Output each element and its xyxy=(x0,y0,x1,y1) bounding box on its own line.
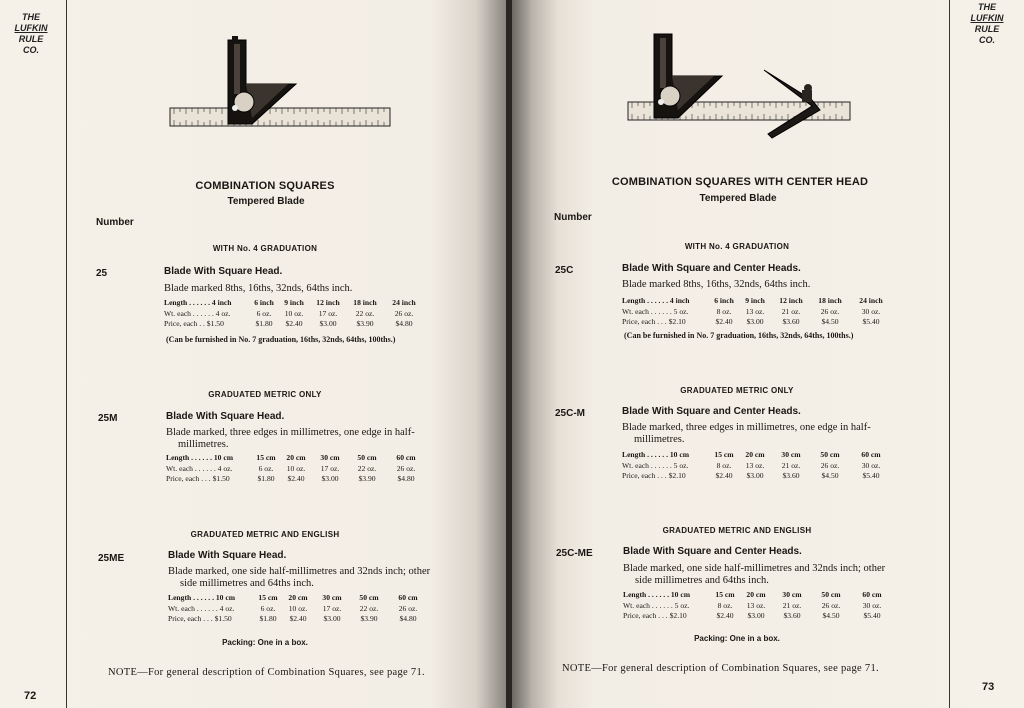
product-description: Blade marked, three edges in millimetres, one edge in half- xyxy=(166,427,415,438)
page-title: COMBINATION SQUARES WITH CENTER HEAD xyxy=(611,176,869,188)
catalog-number: 25ME xyxy=(98,553,125,564)
catalog-number: 25M xyxy=(98,413,118,424)
section-heading: GRADUATED METRIC AND ENGLISH xyxy=(662,526,812,535)
product-description-cont: millimetres. xyxy=(634,434,685,445)
product-description: Blade marked, three edges in millimetres, one edge in half- xyxy=(622,422,871,433)
spec-table: Length . . . . . . 4 inch 6 inch 9 inch 12 inch 18 inch 24 inch Wt. each . . . . . . 5 oz. 8 oz. 13 oz. 21 oz. 26 oz. 30 oz. Price, each . . . $2.10 $2.40 $3.00 $3.60 $4.50 $5.40 xyxy=(622,296,883,326)
packing-note: Packing: One in a box. xyxy=(694,634,780,643)
page-title: COMBINATION SQUARES xyxy=(195,180,335,192)
section-heading: GRADUATED METRIC AND ENGLISH xyxy=(190,530,340,539)
product-description: Blade marked, one side half-millimetres and 32nds inch; other xyxy=(168,566,431,577)
margin-rule xyxy=(949,0,950,708)
catalog-number: 25 xyxy=(96,268,108,279)
product-description: Blade marked, one side half-millimetres and 32nds inch; other xyxy=(623,563,886,574)
graduation-footnote: (Can be furnished in No. 7 graduation, 16ths, 32nds, 64ths, 100ths.) xyxy=(624,331,854,340)
combination-square-illustration xyxy=(168,34,394,132)
number-heading: Number xyxy=(554,212,592,223)
page-number: 73 xyxy=(982,681,995,693)
right-page xyxy=(512,0,1024,708)
page-number: 72 xyxy=(24,690,37,702)
product-name: Blade With Square Head. xyxy=(168,550,287,561)
left-page xyxy=(0,0,506,708)
number-heading: Number xyxy=(96,217,134,228)
page-subtitle: Tempered Blade xyxy=(227,196,305,207)
product-name: Blade With Square and Center Heads. xyxy=(623,546,802,557)
page-subtitle: Tempered Blade xyxy=(699,193,777,204)
catalog-number: 25C-ME xyxy=(556,548,593,559)
product-description-cont: millimetres. xyxy=(178,439,229,450)
catalog-number: 25C xyxy=(555,265,574,276)
general-note: NOTE—For general description of Combination Squares, see page 71. xyxy=(562,663,879,674)
product-name: Blade With Square Head. xyxy=(166,411,285,422)
product-description-cont: side millimetres and 64ths inch. xyxy=(180,578,314,589)
section-heading: WITH No. 4 GRADUATION xyxy=(684,242,790,251)
section-heading: GRADUATED METRIC ONLY xyxy=(208,390,322,399)
catalog-number: 25C-M xyxy=(555,408,586,419)
section-heading: GRADUATED METRIC ONLY xyxy=(680,386,794,395)
product-description: Blade marked 8ths, 16ths, 32nds, 64ths inch. xyxy=(164,283,353,294)
product-name: Blade With Square Head. xyxy=(164,266,283,277)
product-description: Blade marked 8ths, 16ths, 32nds, 64ths inch. xyxy=(622,279,811,290)
general-note: NOTE—For general description of Combination Squares, see page 71. xyxy=(108,667,425,678)
brand-logo: THE LUFKIN RULE CO. xyxy=(14,12,48,55)
product-name: Blade With Square and Center Heads. xyxy=(622,406,801,417)
product-name: Blade With Square and Center Heads. xyxy=(622,263,801,274)
brand-logo: THE LUFKIN RULE CO. xyxy=(970,2,1004,45)
spec-table: Length . . . . . . 4 inch 6 inch 9 inch 12 inch 18 inch 24 inch Wt. each . . . . . . 4 oz. 6 oz. 10 oz. 17 oz. 22 oz. 26 oz. Price, each . . $1.50 $1.80 $2.40 $3.00 $3.90 $4.80 xyxy=(164,298,416,328)
section-heading: WITH No. 4 GRADUATION xyxy=(212,244,318,253)
spec-table: Length . . . . . . 10 cm 15 cm 20 cm 30 cm 50 cm 60 cm Wt. each . . . . . . 4 oz. 6 oz. 10 oz. 17 oz. 22 oz. 26 oz. Price, each . . . $1.50 $1.80 $2.40 $3.00 $3.90 $4.80 xyxy=(166,453,416,483)
combination-square-center-head-illustration xyxy=(626,30,856,142)
spec-table: Length . . . . . . 10 cm 15 cm 20 cm 30 cm 50 cm 60 cm Wt. each . . . . . . 5 oz. 8 oz. 13 oz. 21 oz. 26 oz. 30 oz. Price, each . . . $2.10 $2.40 $3.00 $3.60 $4.50 $5.40 xyxy=(623,590,882,620)
spec-table: Length . . . . . . 10 cm 15 cm 20 cm 30 cm 50 cm 60 cm Wt. each . . . . . . 4 oz. 6 oz. 10 oz. 17 oz. 22 oz. 26 oz. Price, each . . . $1.50 $1.80 $2.40 $3.00 $3.90 $4.80 xyxy=(168,593,418,623)
graduation-footnote: (Can be furnished in No. 7 graduation, 16ths, 32nds, 64ths, 100ths.) xyxy=(166,335,396,344)
packing-note: Packing: One in a box. xyxy=(222,638,308,647)
product-description-cont: side millimetres and 64ths inch. xyxy=(635,575,769,586)
spec-table: Length . . . . . . 10 cm 15 cm 20 cm 30 cm 50 cm 60 cm Wt. each . . . . . . 5 oz. 8 oz. 13 oz. 21 oz. 26 oz. 30 oz. Price, each . . . $2.10 $2.40 $3.00 $3.60 $4.50 $5.40 xyxy=(622,450,881,480)
margin-rule xyxy=(66,0,67,708)
